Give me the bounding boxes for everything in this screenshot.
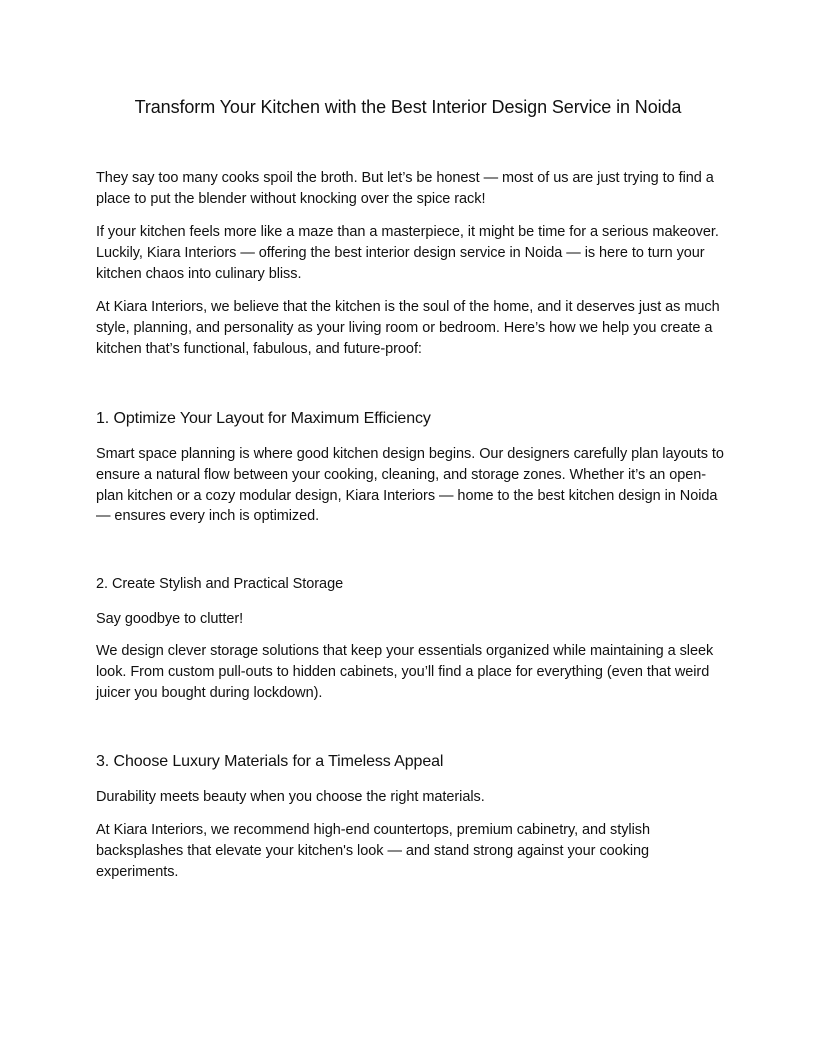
section-3-paragraph-2: At Kiara Interiors, we recommend high-end countertops, premium cabinetry, and stylish backsplashes that elevate your kitchen's look — and stand strong against your cooking experiments.	[96, 822, 650, 880]
section-1-paragraph-1: Smart space planning is where good kitchen design begins. Our designers carefully plan layouts to ensure a natural flow between your cooking, cleaning, and storage zones. Whether it’s an open-plan kitchen or a cozy modular design, Kiara Interiors — home to the best kitchen design in Noida — ensures every inch is optimized.	[96, 446, 724, 525]
page-title: Transform Your Kitchen with the Best Interior Design Service in Noida	[134, 97, 682, 117]
section-heading-1: 1. Optimize Your Layout for Maximum Efficiency	[96, 410, 431, 427]
section-3-paragraph-1: Durability meets beauty when you choose the right materials.	[96, 789, 485, 805]
intro-paragraph-2: If your kitchen feels more like a maze than a masterpiece, it might be time for a serious makeover. Luckily, Kiara Interiors — offering the best interior design service in Noida — is here to turn your kitchen chaos into culinary bliss.	[96, 224, 719, 282]
intro-paragraph-1: They say too many cooks spoil the broth. But let’s be honest — most of us are just trying to find a place to put the blender without knocking over the spice rack!	[96, 170, 714, 207]
section-heading-2: 2. Create Stylish and Practical Storage	[96, 576, 344, 592]
section-2-paragraph-2: We design clever storage solutions that keep your essentials organized while maintaining a sleek look. From custom pull-outs to hidden cabinets, you’ll find a place for everything (even that weird juicer you bought during lockdown).	[96, 643, 714, 701]
section-heading-3: 3. Choose Luxury Materials for a Timeless Appeal	[96, 753, 444, 770]
section-2-paragraph-1: Say goodbye to clutter!	[96, 611, 244, 627]
intro-paragraph-3: At Kiara Interiors, we believe that the kitchen is the soul of the home, and it deserves just as much style, planning, and personality as your living room or bedroom. Here’s how we help you create a kitchen that’s functional, fabulous, and future-proof:	[96, 299, 720, 357]
